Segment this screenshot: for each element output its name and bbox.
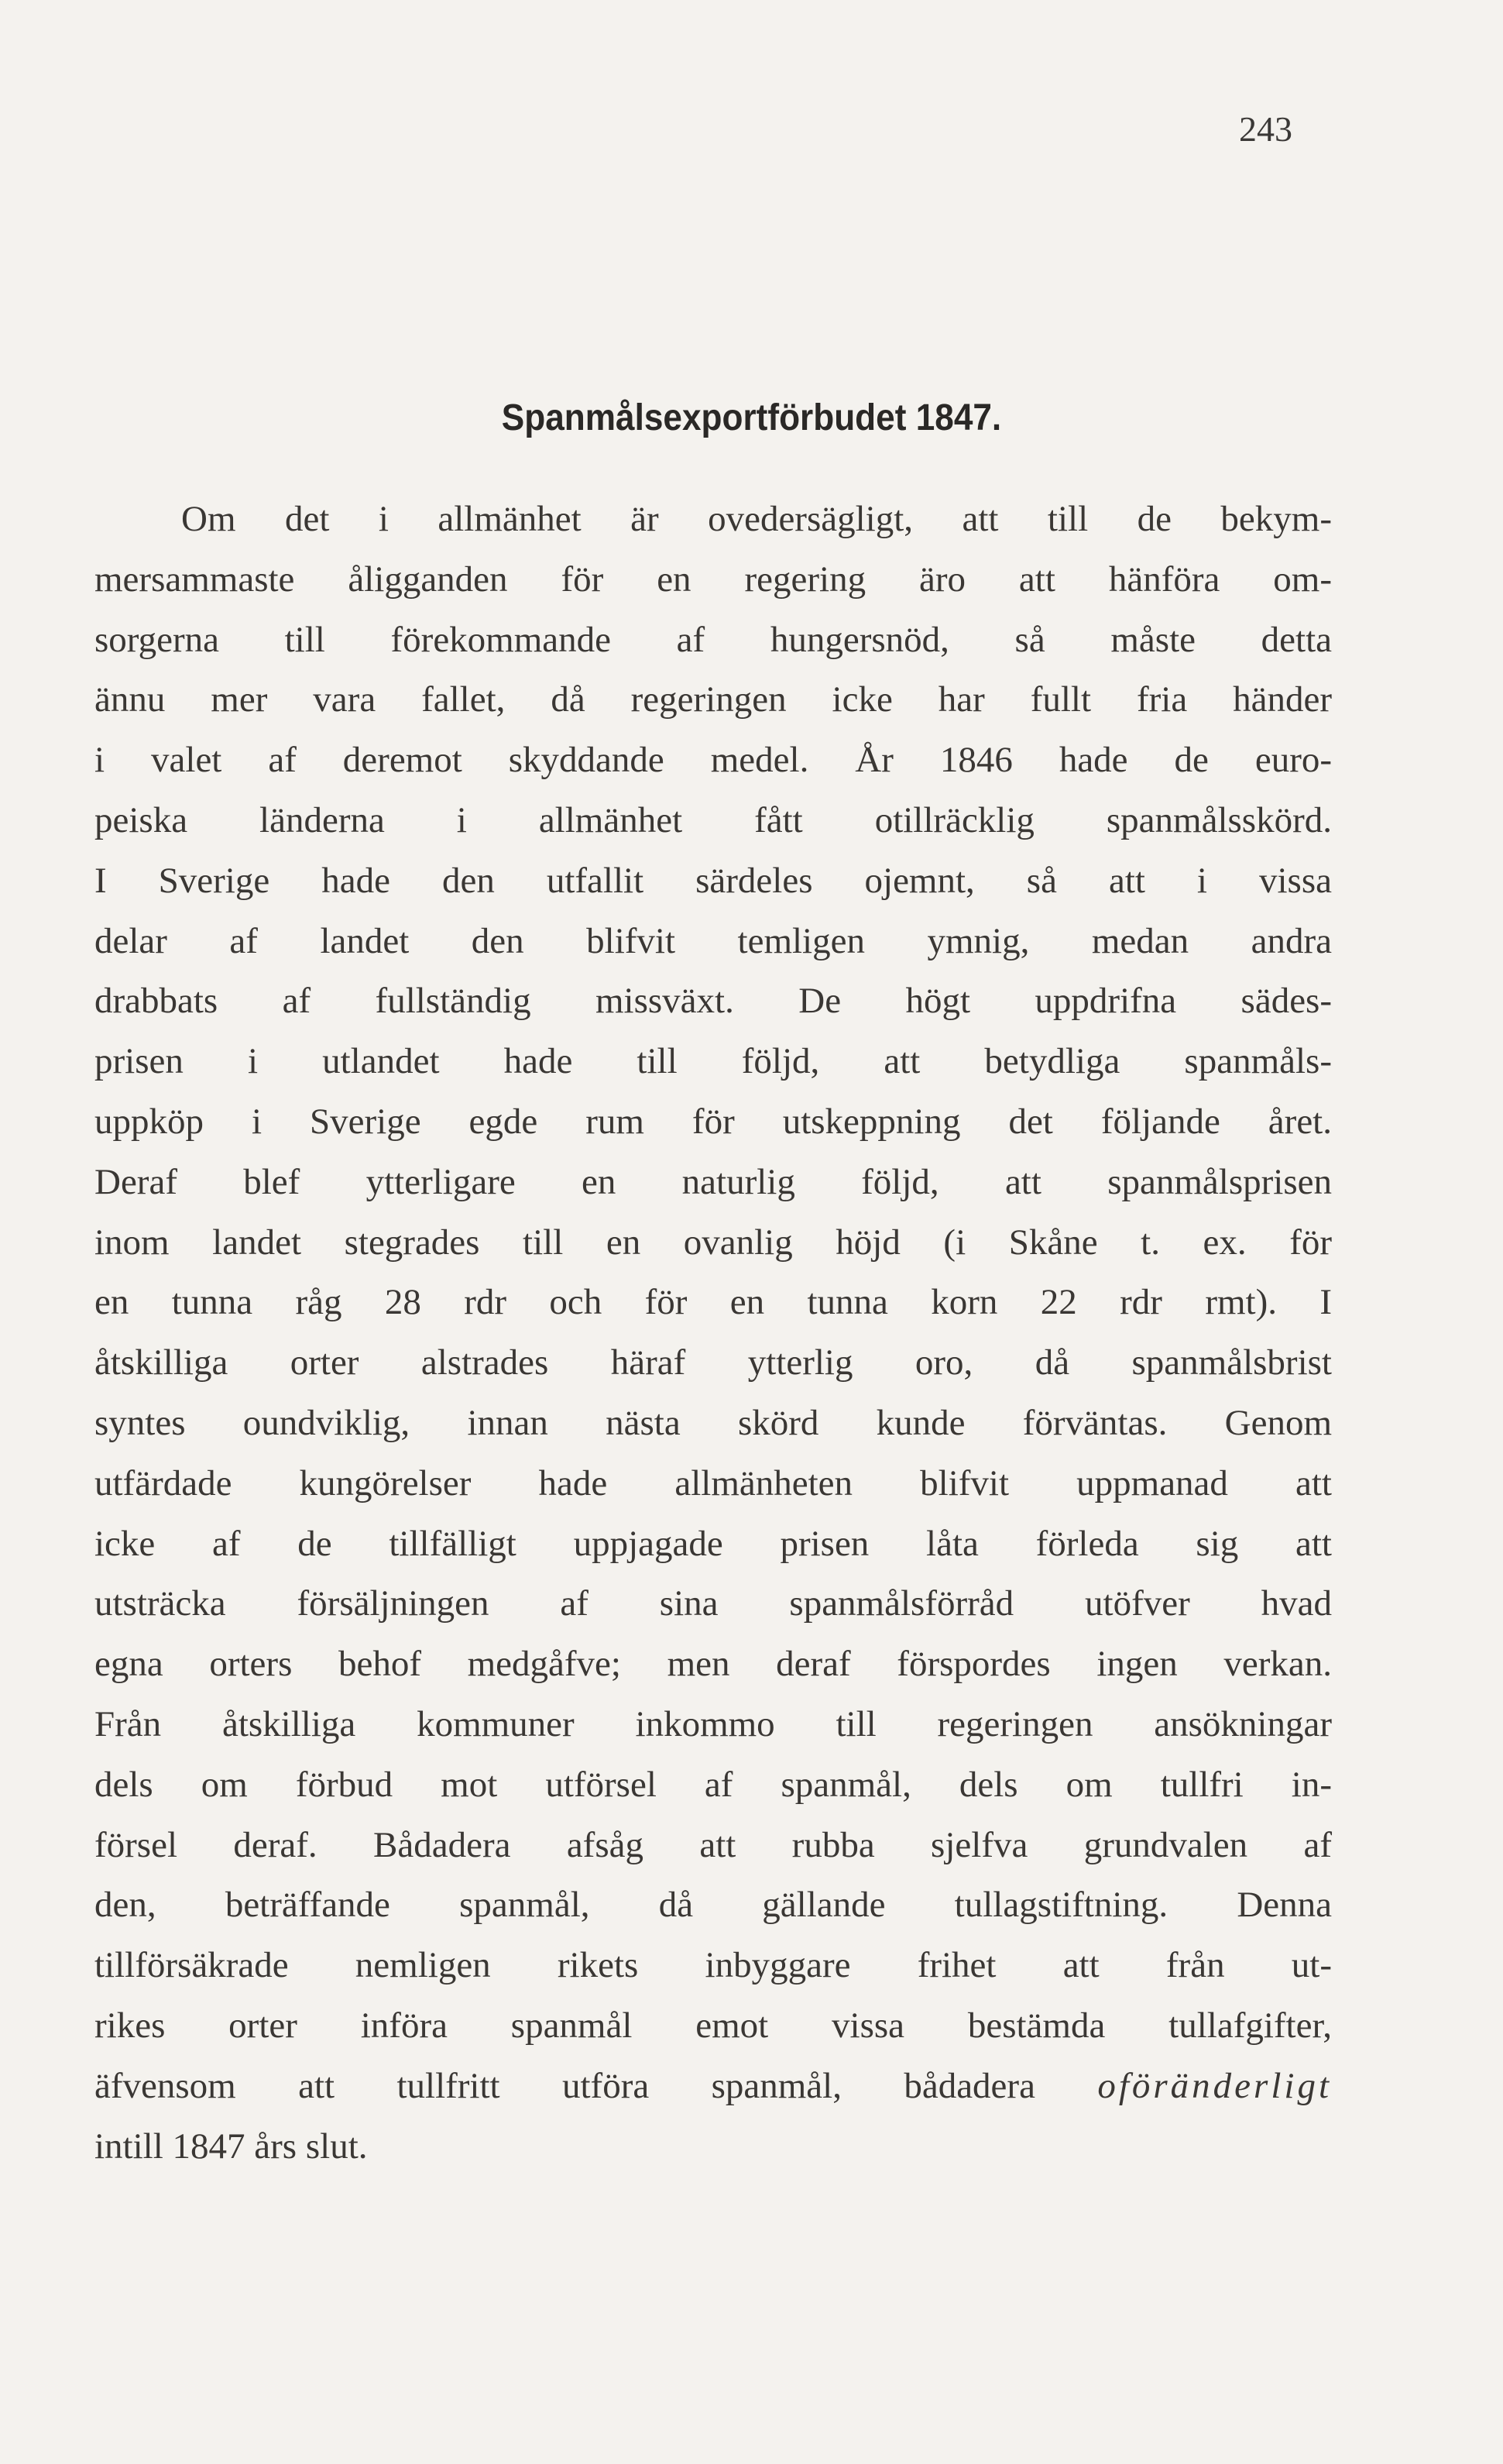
text-segment: äfvensom att tullfritt utföra spanmål, bådadera <box>94 2065 1035 2106</box>
text-line: den, beträffande spanmål, då gällande tullagstiftning. Denna <box>94 1885 1332 1926</box>
chapter-title: Spanmålsexportförbudet 1847. <box>501 397 1002 438</box>
text-line: syntes oundviklig, innan nästa skörd kunde förväntas. Genom <box>94 1402 1332 1443</box>
text-line: rikes orter införa spanmål emot vissa bestämda tullafgifter, <box>94 2005 1332 2046</box>
text-line: dels om förbud mot utförsel af spanmål, dels om tullfri in- <box>94 1764 1332 1805</box>
page-number: 243 <box>1239 109 1292 149</box>
text-line: inom landet stegrades till en ovanlig höjd (i Skåne t. ex. för <box>94 1222 1332 1263</box>
text-line: icke af de tillfälligt uppjagade prisen låta förleda sig att <box>94 1523 1332 1564</box>
text-line-with-emphasis <box>94 2057 1332 2117</box>
text-line: intill 1847 års slut. <box>94 2126 368 2167</box>
text-line: I Sverige hade den utfallit särdeles ojemnt, så att i vissa <box>94 860 1332 901</box>
text-line: delar af landet den blifvit temligen ymnig, medan andra <box>94 920 1332 961</box>
text-line: utfärdade kungörelser hade allmänheten blifvit uppmanad att <box>94 1462 1332 1503</box>
text-line: Deraf blef ytterligare en naturlig följd, att spanmålsprisen <box>94 1161 1332 1202</box>
text-line: i valet af deremot skyddande medel. År 1846 hade de euro- <box>94 740 1332 781</box>
text-line: prisen i utlandet hade till följd, att betydliga spanmåls- <box>94 1041 1332 1082</box>
emphasized-word: oföränderligt <box>1097 2065 1333 2106</box>
text-line: utsträcka försäljningen af sina spanmålsförråd utöfver hvad <box>94 1583 1332 1624</box>
text-line: drabbats af fullständig missväxt. De högt uppdrifna sädes- <box>94 981 1332 1022</box>
text-line: tillförsäkrade nemligen rikets inbyggare frihet att från ut- <box>94 1945 1332 1986</box>
text-line: försel deraf. Bådadera afsåg att rubba sjelfva grundvalen af <box>94 1824 1332 1865</box>
text-line: Från åtskilliga kommuner inkommo till regeringen ansökningar <box>94 1703 1332 1744</box>
text-line: peiska länderna i allmänhet fått otillräcklig spanmålsskörd. <box>94 799 1332 840</box>
text-line: uppköp i Sverige egde rum för utskeppning det följande året. <box>94 1101 1332 1142</box>
text-line: åtskilliga orter alstrades häraf ytterlig oro, då spanmålsbrist <box>94 1342 1332 1383</box>
text-line: ännu mer vara fallet, då regeringen icke har fullt fria händer <box>94 679 1332 720</box>
text-line: en tunna råg 28 rdr och för en tunna korn 22 rdr rmt). I <box>94 1282 1332 1323</box>
text-line: sorgerna till förekommande af hungersnöd, så måste detta <box>94 619 1332 660</box>
text-line: Om det i allmänhet är ovedersägligt, att till de bekym- <box>181 499 1332 539</box>
text-line: egna orters behof medgåfve; men deraf förspordes ingen verkan. <box>94 1644 1332 1685</box>
text-line: mersammaste åligganden för en regering äro att hänföra om- <box>94 558 1332 600</box>
body-paragraph <box>94 490 1332 2177</box>
